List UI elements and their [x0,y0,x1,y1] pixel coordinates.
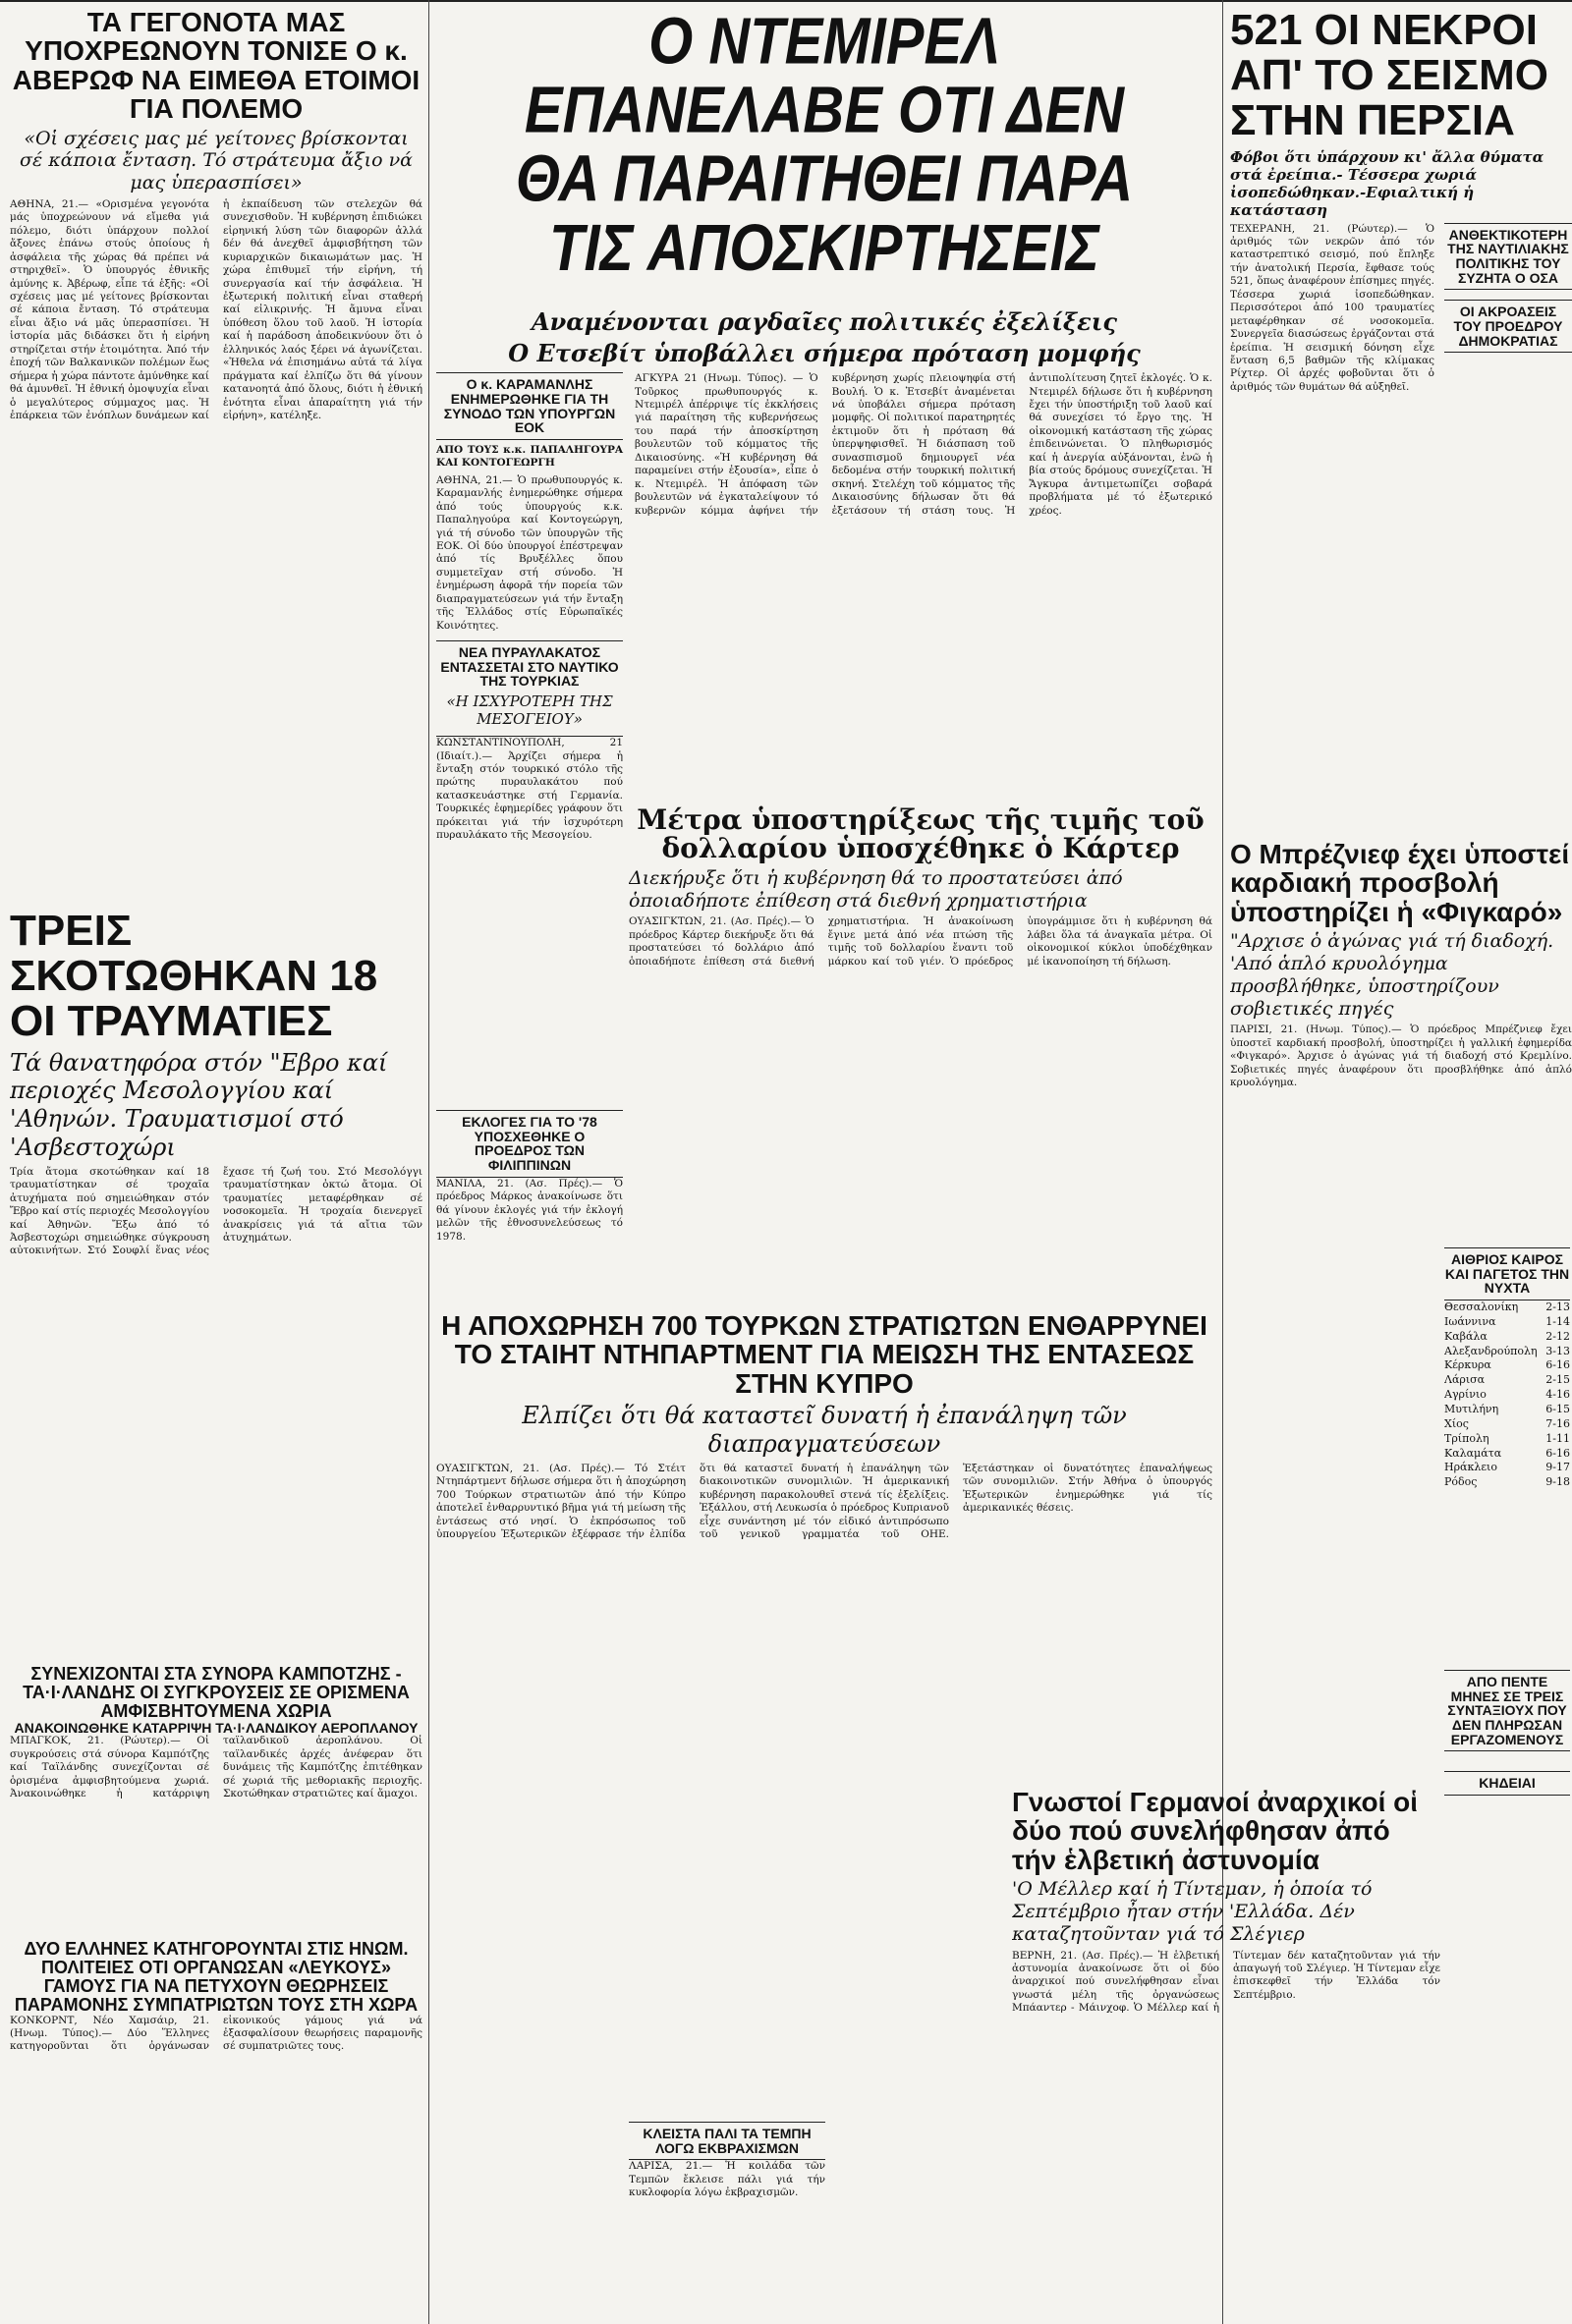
weather-row [1444,1345,1570,1359]
weather-temp: 6-16 [1545,1358,1570,1372]
weather-box [1444,1247,1570,1660]
column-rule [428,0,429,2324]
weather-row [1444,1300,1570,1315]
german-subhead: 'Ο Μέλλερ καί ἡ Τίντεμαν, ἡ ὁποία τό Σεπτέμβριο ἦταν στήν 'Ελλάδα. Δέν καταζητοῦνταν γιά τό Σλέγιερ [1012,1878,1373,1945]
weather-city: Καλαμάτα [1444,1446,1502,1460]
quake-headline: 521 ΟΙ ΝΕΚΡΟΙ ΑΠ' ΤΟ ΣΕΙΣΜΟ ΣΤΗΝ ΠΕΡΣΙΑ [1230,8,1549,145]
german-article [1012,1788,1440,2318]
averof-article [10,8,422,892]
weather-temp: 2-12 [1545,1329,1570,1343]
weather-row [1444,1330,1570,1345]
german-body: ΒΕΡΝΗ, 21. (Ασ. Πρές).— Ἡ ἑλβετική ἀστυνομία ἀνακοίνωσε ὅτι οἱ δύο ἀναρχικοί πού συνελήφθησαν εἶναι γνωστά μέλη τῆς ὀργανώσεως Μπάαντερ - Μάινχοφ. Ὁ Μέλλερ καί ἡ Τίντεμαν δέν καταζητοῦνταν γιά τήν ἀπαγωγή τοῦ Σλέγιερ. Ἡ Τίντεμαν εἶχε ἐπισκεφθεῖ τήν Ἑλλάδα τόν Σεπτέμβριο. [1012,1949,1440,2015]
weather-row [1444,1417,1570,1432]
weather-temp: 1-11 [1545,1431,1570,1445]
weather-city: Αλεξανδρούπολη [1444,1344,1538,1357]
kideies-box [1444,1771,1570,1796]
weather-city: Θεσσαλονίκη [1444,1300,1519,1314]
brezhnev-body: ΠΑΡΙΣΙ, 21. (Ηνωμ. Τύπος).— Ὁ πρόεδρος Μπρέζνιεφ ἔχει ὑποστεῖ καρδιακή προσβολή, ὑποστηρίζει ἡ γαλλική ἐφημερίδα «Φιγκαρό». Ἀρχισε ὁ ἀγώνας γιά τή διαδοχή στό Κρεμλίνο. Σοβιετικές πηγές ἀναφέρουν ὅτι προσβλήθηκε ἀπό ἁπλό κρυολόγημα. [1230,1024,1572,1089]
weather-temp: 9-18 [1545,1475,1570,1489]
weather-row [1444,1388,1570,1403]
weather-temp: 7-16 [1545,1416,1570,1430]
weather-row [1444,1432,1570,1447]
strike-box [1444,1670,1570,1751]
weather-temp: 9-17 [1545,1461,1570,1474]
quake-subhead: Φόβοι ὅτι ὑπάρχουν κι' ἄλλα θύματα στά ἐρείπια.- Τέσσερα χωριά ἰσοπεδώθηκαν.-Εφιαλτική ἡ κατάσταση [1230,147,1544,219]
weather-row [1444,1358,1570,1373]
tempi-body: ΛΑΡΙΣΑ, 21.— Ἡ κοιλάδα τῶν Τεμπῶν ἔκλεισε πάλι γιά τήν κυκλοφορία λόγω ἐκβραχισμῶν. [629,2160,825,2199]
accidents-subhead: Τά θανατηφόρα στόν "Εβρο καί περιοχές Μεσολογγίου καί 'Αθηνών. Τραυματισμοί στό 'Ασβεστοχώρι [10,1048,388,1161]
averof-headline: ΤΑ ΓΕΓΟΝΟΤΑ ΜΑΣ ΥΠΟΧΡΕΩΝΟΥΝ ΤΟΝΙΣΕ Ο κ. ΑΒΕΡΩΦ ΝΑ ΕΙΜΕΘΑ ΕΤΟΙΜΟΙ ΓΙΑ ΠΟΛΕΜΟ [12,8,421,125]
dollar-headline: Μέτρα ὑποστηρίξεως τῆς τιμῆς τοῦ δολλαρίου ὑποσχέθηκε ὁ Κάρτερ [637,805,1205,865]
weather-city: Κέρκυρα [1444,1358,1491,1372]
top-rule [0,0,1572,2]
brezhnev-headline: Ο Μπρέζνιεφ έχει ὑποστεί καρδιακή προσβολή ὑποστηρίζει ἡ «Φιγκαρό» [1230,840,1570,927]
philippines-headline: ΕΚΛΟΓΕΣ ΓΙΑ ΤΟ '78 ΥΠΟΣΧΕΘΗΚΕ Ο ΠΡΟΕΔΡΟΣ ΤΩΝ ΦΙΛΙΠΠΙΝΩΝ [462,1114,597,1174]
weather-city: Καβάλα [1444,1329,1488,1343]
weather-row [1444,1403,1570,1417]
karamanlis-headline: Ο κ. ΚΑΡΑΜΑΝΛΗΣ ΕΝΗΜΕΡΩΘΗΚΕ ΓΙΑ ΤΗ ΣΥΝΟΔΟ ΤΩΝ ΥΠΟΥΡΓΩΝ ΕΟΚ [443,376,616,436]
cambodia-body: ΜΠΑΓΚΟΚ, 21. (Ρώυτερ).— Οἱ συγκρούσεις στά σύνορα Καμπότζης καί Ταϊλάνδης συνεχίζονται σέ ὁρισμένα ἀμφισβητούμενα χωριά. Ἀνακοινώθηκε ἡ κατάρριψη ταϊλανδικοῦ ἀεροπλάνου. Οἱ ταϊλανδικές ἀρχές ἀνέφεραν ὅτι δυνάμεις τῆς Καμπότζης ἐπιτέθηκαν σέ χωριά τῆς μεθοριακῆς περιοχῆς. Σκοτώθηκαν στρατιῶτες καί ἄμαχοι. [10,1735,422,1800]
accidents-body: Τρία ἄτομα σκοτώθηκαν καί 18 τραυματίστηκαν σέ τροχαῖα ἀτυχήματα πού σημειώθηκαν στόν Ἔβρο καί στίς περιοχές Μεσολογγίου καί Ἀθηνῶν. Ἔξω ἀπό τό Ἀσβεστοχώρι σημειώθηκε σύγκρουση αὐτοκινήτων. Στό Σουφλί ἕνας νέος ἔχασε τή ζωή του. Στό Μεσολόγγι τραυματίστηκαν ὀκτώ ἄτομα. Οἱ τραυματίες μεταφέρθηκαν σέ νοσοκομεῖα. Ἡ τροχαία διενεργεῖ ἀνακρίσεις γιά τά αἴτια τῶν ἀτυχημάτων. [10,1165,422,1257]
demirel-subhead-1: Αναμένονται ραγδαῖες πολιτικές ἐξελίξεις [532,306,1117,336]
weather-row [1444,1373,1570,1388]
strike-headline: ΑΠΟ ΠΕΝΤΕ ΜΗΝΕΣ ΣΕ ΤΡΕΙΣ ΣΥΝΤΑΞΙΟΥΧ ΠΟΥ ΔΕΝ ΠΛΗΡΩΣΑΝ ΕΡΓΑΖΟΜΕΝΟΥΣ [1447,1674,1567,1747]
weather-city: Λάρισα [1444,1373,1486,1387]
weather-temp: 6-15 [1545,1402,1570,1415]
weather-headline: ΑΙΘΡΙΟΣ ΚΑΙΡΟΣ ΚΑΙ ΠΑΓΕΤΟΣ ΤΗΝ ΝΥΧΤΑ [1444,1251,1570,1297]
turkey-navy-body: ΚΩΝΣΤΑΝΤΙΝΟΥΠΟΛΗ, 21 (Ιδιαίτ.).— Ἀρχίζει σήμερα ἡ ἔνταξη στόν τουρκικό στόλο τῆς πρώτης πυραυλακάτου πού κατασκευάστηκε στή Γερμανία. Τουρκικές ἐφημερίδες γράφουν ὅτι πρόκειται γιά τήν ἰσχυρότερη πυραυλάκατο τῆς Μεσογείου. [436,737,623,842]
weather-city: Χίος [1444,1416,1469,1430]
demirel-subhead-2: Ο Ετσεβίτ ὑποβάλλει σήμερα πρόταση μομφής [508,339,1141,368]
philippines-body: ΜΑΝΙΛΑ, 21. (Ασ. Πρές).— Ὁ πρόεδρος Μάρκος ἀνακοίνωσε ὅτι θά γίνουν ἐκλογές γιά τήν ἐκλογή μελῶν τῆς ἐθνοσυνελεύσεως τό 1978. [436,1177,623,1243]
cambodia-headline: ΣΥΝΕΧΙΖΟΝΤΑΙ ΣΤΑ ΣΥΝΟΡΑ ΚΑΜΠΟΤΖΗΣ - ΤΑ·Ι·ΛΑΝΔΗΣ ΟΙ ΣΥΓΚΡΟΥΣΕΙΣ ΣΕ ΟΡΙΣΜΕΝΑ ΑΜΦΙΣΒΗΤΟΥΜΕΝΑ ΧΩΡΙΑ [23,1665,410,1721]
averof-body: ΑΘΗΝΑ, 21.— «Ορισμένα γεγονότα μάς ὑποχρεώνουν νά εἴμεθα γιά πόλεμο, διότι ὑπάρχουν πολλοί ἄξονες ἐπάνω στούς ὁποίους ἡ ἀσφάλεια τῆς χώρας θά πρέπει νά στηριχθεῖ». Ὁ ὑπουργός ἐθνικῆς ἀμύνης κ. Ἀβέρωφ, εἶπε τά ἑξῆς: «Οἱ σχέσεις μας μέ γείτονες βρίσκονται σέ κάποια ἔνταση. Τό στράτευμα εἶναι ἄξιο νά μᾶς ὑπερασπίσει. Ἡ ἱστορία μᾶς διδάσκει ὅτι ἡ εἰρήνη στηρίζεται στήν ἑτοιμότητα. Ἀπό τήν ἐποχή τῶν Βαλκανικῶν πολέμων ἕως σήμερα ἡ χώρα πάντοτε ἀμύνθηκε καί θά ἀμυνθεῖ. Ἡ ἐθνική ὁμοψυχία εἶναι ὁ μεγαλύτερος σύμμαχος μας. Ἡ ἐπάρκεια τῶν ἐνόπλων δυνάμεων καί ἡ ἐκπαίδευση τῶν στελεχῶν θά συνεχισθοῦν. Ἡ κυβέρνηση ἐπιδιώκει εἰρηνική λύση τῶν διαφορῶν ἀλλά δέν θά ἀνεχθεῖ ἀμφισβήτηση τῶν κυριαρχικῶν δικαιωμάτων μας. Ἡ χώρα ἐπιθυμεῖ τήν εἰρήνη, τή συνεργασία καί τήν ἀσφάλεια. Ἡ ἐξωτερική πολιτική εἶναι σταθερή καί εἰλικρινής. Ἡ ἄμυνα εἶναι ὑπόθεση ὅλου τοῦ λαοῦ. Ἡ ἱστορία καί ἡ παράδοση ἀποδεικνύουν ὅτι ὁ ἑλληνικός λαός ξέρει νά ἀγωνίζεται. «Ἡθελα νά ἐπισημάνω αὐτά τά λίγα πράγματα καί ἐλπίζω ὅτι θά γίνουν κατανοητά ἀπό ὅλους, διότι ἡ ἐθνική ἑνότητα εἶναι ἀπαραίτητη γιά τήν εἰρήνη», κατέληξε. [10,197,422,421]
marriage-article [10,1940,422,2318]
weather-city: Μυτιλήνη [1444,1402,1499,1415]
cyprus-body: ΟΥΑΣΙΓΚΤΩΝ, 21. (Ασ. Πρές).— Τό Στέιτ Ντηπάρτμεντ δήλωσε σήμερα ὅτι ἡ ἀποχώρηση 700 Τούρκων στρατιωτῶν ἀπό τήν Κύπρο ἀποτελεῖ ἐνθαρρυντικό βῆμα γιά τή μείωση τῆς ἐντάσεως στό νησί. Ὁ ἐκπρόσωπος τοῦ ὑπουργείου Ἐξωτερικῶν ἐξέφρασε τήν ἐλπίδα ὅτι θά καταστεῖ δυνατή ἡ ἐπανάληψη τῶν διακοινοτικῶν συνομιλιῶν. Ἡ ἀμερικανική κυβέρνηση παρακολουθεῖ στενά τίς ἐξελίξεις. Ἐξάλλου, στή Λευκωσία ὁ πρόεδρος Κυπριανοῦ εἶχε συνάντηση μέ τόν εἰδικό ἀντιπρόσωπο τοῦ γενικοῦ γραμματέα τοῦ ΟΗΕ. Ἐξετάστηκαν οἱ δυνατότητες ἐπαναλήψεως τῶν συνομιλιῶν. Στήν Ἀθήνα ὁ ὑπουργός Ἐξωτερικῶν ἐνημερώθηκε γιά τίς ἀμερικανικές θέσεις. [436,1462,1212,1540]
karamanlis-from: ΑΠΟ ΤΟΥΣ κ.κ. ΠΑΠΑΛΗΓΟΥΡΑ ΚΑΙ ΚΟΝΤΟΓΕΩΡΓΗ [436,443,623,470]
demirel-headline: Ο ΝΤΕΜΙΡΕΛ ΕΠΑΝΕΛΑΒΕ ΟΤΙ ΔΕΝ ΘΑ ΠΑΡΑΙΤΗΘΕΙ ΠΑΡΑ ΤΙΣ ΑΠΟΣΚΙΡΤΗΣΕΙΣ [515,8,1134,285]
weather-temp: 2-13 [1545,1300,1570,1314]
dollar-article [629,805,1212,1130]
accidents-headline: ΤΡΕΙΣ ΣΚΟΤΩΘΗΚΑΝ 18 ΟΙ ΤΡΑΥΜΑΤΙΕΣ [10,909,378,1046]
shipping-headline: ΑΝΘΕΚΤΙΚΟΤΕΡΗ ΤΗΣ ΝΑΥΤΙΛΙΑΚΗΣ ΠΟΛΙΤΙΚΗΣ ΤΟΥ ΣΥΖΗΤΑ Ο ΟΣΑ [1447,226,1569,286]
dollar-subhead: Διεκήρυξε ὅτι ἡ κυβέρνηση θά το προστατεύσει ἀπό ὁποιαδήποτε ἐπίθεση στά διεθνή χρηματιστήρια [629,866,1123,912]
tempi-article [629,2122,825,2308]
quake-article [1230,8,1572,828]
weather-table [1444,1300,1570,1490]
weather-temp: 3-13 [1545,1344,1570,1357]
kideies-headline: ΚΗΔΕΙΑΙ [1479,1775,1536,1792]
karamanlis-body: ΑΘΗΝΑ, 21.— Ὁ πρωθυπουργός κ. Καραμανλής ἐνημερώθηκε σήμερα ἀπό τούς ὑπουργούς κ.κ. Παπαληγούρα καί Κοντογεώργη, γιά τή σύνοδο τῶν ὑπουργῶν τῆς ΕΟΚ. Οἱ δύο ὑπουργοί ἐπέστρεψαν ἀπό τίς Βρυξέλλες ὅπου συμμετεῖχαν στή σύνοδο. Ἡ ἐνημέρωση ἀφορᾶ τήν πορεία τῶν διαπραγματεύσεων γιά τήν ἔνταξη τῆς Ἑλλάδος στίς Εὐρωπαϊκές Κοινότητες. [436,473,623,632]
weather-city: Αγρίνιο [1444,1388,1487,1402]
weather-temp: 4-16 [1545,1388,1570,1402]
karamanlis-box [436,372,623,440]
philippines-box [436,1110,623,1178]
brezhnev-article [1230,840,1572,1252]
marriage-headline: ΔΥΟ ΕΛΛΗΝΕΣ ΚΑΤΗΓΟΡΟΥΝΤΑΙ ΣΤΙΣ ΗΝΩΜ. ΠΟΛΙΤΕΙΕΣ ΟΤΙ ΟΡΓΑΝΩΣΑΝ «ΛΕΥΚΟΥΣ» ΓΑΜΟΥΣ ΓΙΑ ΝΑ ΠΕΤΥΧΟΥΝ ΘΕΩΡΗΣΕΙΣ ΠΑΡΑΜΟΝΗΣ ΣΥΜΠΑΤΡΙΩΤΩΝ ΤΟΥΣ ΣΤΗ ΧΩΡΑ [14,1940,419,2015]
tempi-headline: ΚΛΕΙΣΤΑ ΠΑΛΙ ΤΑ ΤΕΜΠΗ ΛΟΓΩ ΕΚΒΡΑΧΙΣΜΩΝ [643,2126,812,2156]
weather-city: Ιωάννινα [1444,1314,1496,1328]
cambodia-subhead: ΑΝΑΚΟΙΝΩΘΗΚΕ ΚΑΤΑΡΡΙΨΗ ΤΑ·Ι·ΛΑΝΔΙΚΟΥ ΑΕΡΟΠΛΑΝΟΥ [14,1719,419,1736]
dollar-body: ΟΥΑΣΙΓΚΤΩΝ, 21. (Ασ. Πρές).— Ὁ πρόεδρος Κάρτερ διεκήρυξε ὅτι θά προστατεύσει τό δολλάριο ἀπό ὁποιαδήποτε ἐπίθεση στά διεθνή χρηματιστήρια. Ἡ ἀνακοίνωση ἔγινε μετά ἀπό νέα πτώση τῆς τιμῆς τοῦ δολλαρίου ἔναντι τοῦ μάρκου καί τοῦ γιέν. Ὁ πρόεδρος ὑπογράμμισε ὅτι ἡ κυβέρνηση θά λάβει ὅλα τά ἀναγκαῖα μέτρα. Οἱ οἰκονομικοί κύκλοι ὑποδέχθηκαν μέ ἱκανοποίηση τή δήλωση. [629,915,1212,968]
german-headline: Γνωστοί Γερμανοί ἀναρχικοί οἱ δύο πού συνελήφθησαν ἀπό τήν ἑλβετική ἀστυνομία [1012,1788,1419,1875]
marriage-body: ΚΟΝΚΟΡΝΤ, Νέο Χαμσάιρ, 21. (Ηνωμ. Τύπος).— Δύο Ἕλληνες κατηγοροῦνται ὅτι ὀργάνωσαν εἰκονικούς γάμους γιά νά ἐξασφαλίσουν θεωρήσεις παραμονῆς σέ συμπατριῶτες τους. [10,2014,422,2053]
demirel-body: ΑΓΚΥΡΑ 21 (Ηνωμ. Τύπος). — Ὁ Τοῦρκος πρωθυπουργός κ. Ντεμιρέλ ἀπέρριψε τίς ἐκκλήσεις γιά παραίτηση τῆς κυβερνήσεως του παρά τήν ἀποσκίρτηση βουλευτῶν τοῦ κόμματος τῆς Δικαιοσύνης. «Ἡ κυβέρνηση θά παραμείνει στήν ἐξουσία», εἶπε ὁ κ. Ντεμιρέλ. Ἡ ἀπόφαση τῶν βουλευτῶν νά ἐγκαταλείψουν τό κυβερνῶν κόμμα ἀφήνει τήν κυβέρνηση χωρίς πλειοψηφία στή Βουλή. Ὁ κ. Ἐτσεβίτ ἀναμένεται νά ὑποβάλει σήμερα πρόταση μομφῆς. Οἱ πολιτικοί παρατηρητές ἐκτιμοῦν ὅτι ἡ πρόταση θά ὑπερψηφισθεῖ. Ἡ διάσπαση τοῦ συνασπισμοῦ δημιουργεῖ νέα δεδομένα στήν τουρκική πολιτική σκηνή. Στελέχη τοῦ κόμματος τῆς Δικαιοσύνης δήλωσαν ὅτι θά ἐξετάσουν τή στάση τους. Ἡ ἀντιπολίτευση ζητεῖ ἐκλογές. Ὁ κ. Ντεμιρέλ δήλωσε ὅτι ἡ κυβέρνηση ἔχει τήν ὑποστήριξη τοῦ λαοῦ καί θά συνεχίσει τό ἔργο της. Ἡ οἰκονομική κατάσταση τῆς χώρας ἐπιδεινώνεται. Ὁ πληθωρισμός καί ἡ ἀνεργία αὐξάνονται, ἐνῶ ἡ βία στούς δρόμους συνεχίζεται. Ἡ Ἄγκυρα ἀντιμετωπίζει σοβαρά προβλήματα μέ τό ἐξωτερικό χρέος. [635,372,1212,517]
turkey-navy-subhead: «Η ΙΣΧΥΡΟΤΕΡΗ ΤΗΣ ΜΕΣΟΓΕΙΟΥ» [446,692,613,729]
weather-row [1444,1475,1570,1490]
accidents-article [10,909,422,1655]
weather-row [1444,1315,1570,1330]
cyprus-subhead: Ελπίζει ὅτι θά καταστεῖ δυνατή ἡ ἐπανάληψη τῶν διαπραγματεύσεων [522,1402,1127,1458]
weather-row [1444,1447,1570,1462]
weather-temp: 2-15 [1545,1373,1570,1387]
weather-city: Ηράκλειο [1444,1461,1497,1474]
president-box [1444,300,1572,353]
quake-body: ΤΕΧΕΡΑΝΗ, 21. (Ρώυτερ).— Ὁ ἀριθμός τῶν νεκρῶν ἀπό τόν καταστρεπτικό σεισμό, πού ἔπληξε τήν ἀνατολική Περσία, ἔφθασε τούς 521, ὅπως ἀναφέρουν ἐπίσημες πηγές. Τέσσερα χωριά ἰσοπεδώθηκαν. Περισσότεροι ἀπό 100 τραυματίες μεταφέρθηκαν σέ νοσοκομεῖα. Συνεργεῖα διασώσεως ἐργάζονται στά ἐρείπια. Ἡ σεισμική δόνηση εἶχε ἔνταση 6,5 βαθμῶν τῆς κλίμακας Ρίχτερ. Οἱ ἀρχές φοβοῦνται ὅτι ὁ ἀριθμός τῶν θυμάτων θά αὐξηθεῖ. [1230,222,1434,393]
weather-temp: 1-14 [1545,1314,1570,1328]
philippines-article [436,1110,623,1306]
president-headline: ΟΙ ΑΚΡΟΑΣΕΙΣ ΤΟΥ ΠΡΟΕΔΡΟΥ ΔΗΜΟΚΡΑΤΙΑΣ [1453,304,1563,349]
weather-temp: 6-16 [1545,1446,1570,1460]
demirel-article [436,8,1212,912]
turkey-navy-box [436,640,623,737]
turkey-navy-headline: ΝΕΑ ΠΥΡΑΥΛΑΚΑΤΟΣ ΕΝΤΑΣΣΕΤΑΙ ΣΤΟ ΝΑΥΤΙΚΟ ΤΗΣ ΤΟΥΡΚΙΑΣ [440,644,619,690]
weather-city: Ρόδος [1444,1475,1478,1489]
weather-row [1444,1461,1570,1475]
tempi-box [629,2122,825,2160]
shipping-box [1444,223,1572,291]
weather-title-box [1444,1247,1570,1300]
strike-article [1444,1670,1570,1964]
cyprus-headline: Η ΑΠΟΧΩΡΗΣΗ 700 ΤΟΥΡΚΩΝ ΣΤΡΑΤΙΩΤΩΝ ΕΝΘΑΡΡΥΝΕΙ ΤΟ ΣΤΑΙΗΤ ΝΤΗΠΑΡΤΜΕΝΤ ΓΙΑ ΜΕΙΩΣΗ ΤΗΣ ΕΝΤΑΣΕΩΣ ΣΤΗΝ ΚΥΠΡΟ [441,1311,1207,1399]
weather-city: Τρίπολη [1444,1431,1489,1445]
cambodia-article [10,1665,422,1930]
averof-subhead: «Οἱ σχέσεις μας μέ γείτονες βρίσκονται σέ κάποια ἔνταση. Τό στράτευμα ἄξιο νά μας ὑπερασπίσει» [20,127,413,194]
brezhnev-subhead: "Αρχισε ὁ ἀγώνας γιά τή διαδοχή. 'Από ἁπλό κρυολόγημα προσβλήθηκε, ὑποστηρίζουν σοβιετικές πηγές [1230,930,1554,1020]
